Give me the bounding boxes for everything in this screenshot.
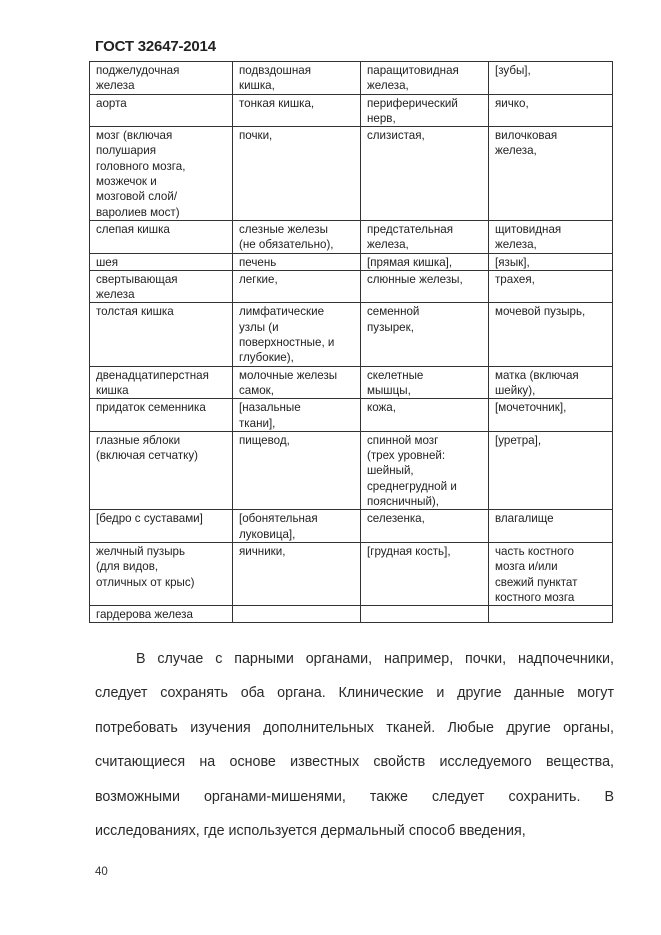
table-cell: [грудная кость], xyxy=(361,542,489,605)
table-row xyxy=(90,431,613,509)
table-cell: слюнные железы, xyxy=(361,270,489,303)
table-cell: скелетные мышцы, xyxy=(361,366,489,399)
table-cell: поджелудочная железа xyxy=(90,62,233,95)
table-cell: периферический нерв, xyxy=(361,94,489,127)
table-row xyxy=(90,542,613,605)
table-cell: глазные яблоки (включая сетчатку) xyxy=(90,431,233,509)
table-row xyxy=(90,270,613,303)
table-cell: матка (включая шейку), xyxy=(489,366,613,399)
document-header: ГОСТ 32647-2014 xyxy=(95,38,216,55)
table-cell: печень xyxy=(233,253,361,270)
table-cell: шея xyxy=(90,253,233,270)
table-cell: часть костного мозга и/или свежий пунктат костного мозга xyxy=(489,542,613,605)
table-cell: подвздошная кишка, xyxy=(233,62,361,95)
table-cell: [уретра], xyxy=(489,431,613,509)
table-row xyxy=(90,510,613,543)
table-row xyxy=(90,220,613,253)
table-cell: свертывающая железа xyxy=(90,270,233,303)
table-cell: предстательная железа, xyxy=(361,220,489,253)
page-number: 40 xyxy=(95,866,108,878)
table-cell: слепая кишка xyxy=(90,220,233,253)
table-cell: гардерова железа xyxy=(90,606,233,623)
table-cell: слизистая, xyxy=(361,127,489,221)
table-cell: легкие, xyxy=(233,270,361,303)
table-row xyxy=(90,303,613,366)
table-cell: щитовидная железа, xyxy=(489,220,613,253)
table-cell: [бедро с суставами] xyxy=(90,510,233,543)
table-cell: селезенка, xyxy=(361,510,489,543)
table-cell: тонкая кишка, xyxy=(233,94,361,127)
table-cell: влагалище xyxy=(489,510,613,543)
table-cell: трахея, xyxy=(489,270,613,303)
table-cell: [зубы], xyxy=(489,62,613,95)
table-row xyxy=(90,253,613,270)
table-cell xyxy=(489,606,613,623)
table-cell: семенной пузырек, xyxy=(361,303,489,366)
table-row xyxy=(90,127,613,221)
table-cell: кожа, xyxy=(361,399,489,432)
table-cell: аорта xyxy=(90,94,233,127)
table-cell: вилочковая железа, xyxy=(489,127,613,221)
body-text xyxy=(95,642,614,848)
table-cell: [прямая кишка], xyxy=(361,253,489,270)
table-row xyxy=(90,62,613,95)
table-cell xyxy=(233,606,361,623)
table-cell: желчный пузырь (для видов, отличных от крыс) xyxy=(90,542,233,605)
table-cell: яичко, xyxy=(489,94,613,127)
table-cell: яичники, xyxy=(233,542,361,605)
table-cell: [назальные ткани], xyxy=(233,399,361,432)
table-cell: паращитовидная железа, xyxy=(361,62,489,95)
table-cell: лимфатические узлы (и поверхностные, и глубокие), xyxy=(233,303,361,366)
table-cell: мочевой пузырь, xyxy=(489,303,613,366)
table-cell: спинной мозг (трех уровней: шейный, среднегрудной и поясничный), xyxy=(361,431,489,509)
organ-table-body xyxy=(90,62,613,623)
table-cell: двенадцатиперстная кишка xyxy=(90,366,233,399)
table-row xyxy=(90,606,613,623)
table-row xyxy=(90,366,613,399)
table-row xyxy=(90,399,613,432)
table-cell: толстая кишка xyxy=(90,303,233,366)
table-cell: молочные железы самок, xyxy=(233,366,361,399)
table-cell: слезные железы (не обязательно), xyxy=(233,220,361,253)
table-cell: [язык], xyxy=(489,253,613,270)
table-cell xyxy=(361,606,489,623)
table-cell: пищевод, xyxy=(233,431,361,509)
table-cell: придаток семенника xyxy=(90,399,233,432)
table-cell: почки, xyxy=(233,127,361,221)
table-cell: [мочеточник], xyxy=(489,399,613,432)
organ-table xyxy=(89,61,613,623)
table-cell: мозг (включая полушария головного мозга, мозжечок и мозговой слой/ варолиев мост) xyxy=(90,127,233,221)
table-row xyxy=(90,94,613,127)
table-cell: [обонятельная луковица], xyxy=(233,510,361,543)
body-paragraph: В случае с парными органами, например, почки, надпочечники, следует сохранять оба органа. Клинические и другие данные могут потребовать изучения дополнительных тканей. Любые другие органы, считающиеся на основе известных свойств исследуемого вещества, возможными органами-мишенями, также следует сохранить. В исследованиях, где используется дермальный способ введения, xyxy=(95,651,614,840)
